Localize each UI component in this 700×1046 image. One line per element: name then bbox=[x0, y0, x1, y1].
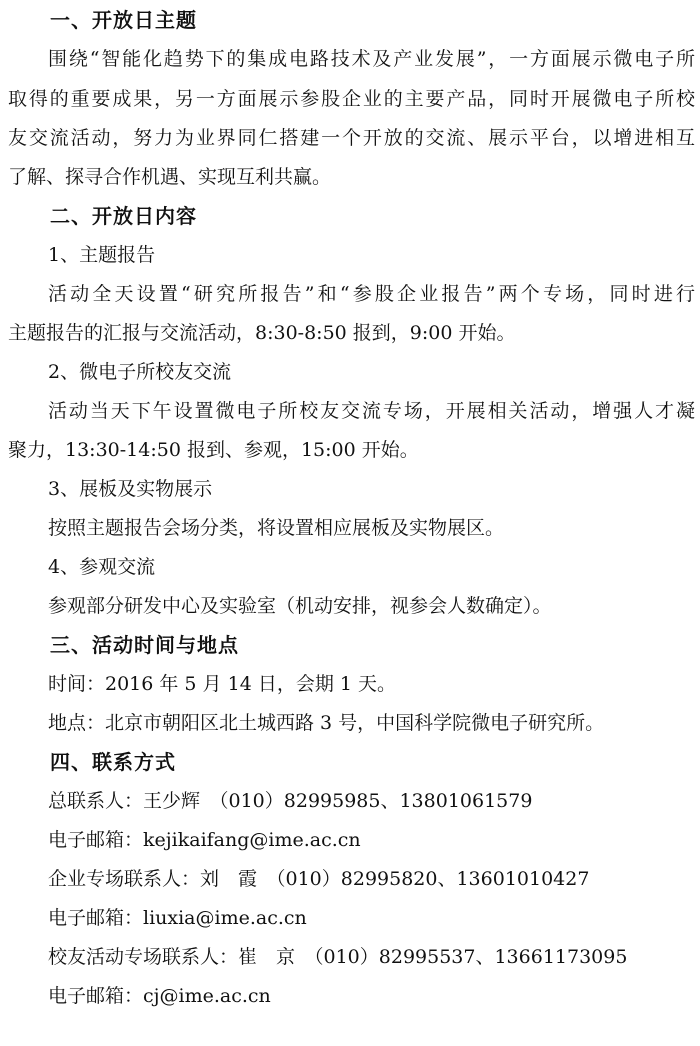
email-line: 电子邮箱：cj@ime.ac.cn bbox=[48, 985, 271, 1007]
item-4-text-line: 参观部分研发中心及实验室（机动安排，视参会人数确定）。 bbox=[48, 595, 552, 617]
event-time-line: 时间：2016 年 5 月 14 日，会期 1 天。 bbox=[48, 673, 396, 695]
item-2-text-line: 聚力，13:30-14:50 报到、参观，15:00 开始。 bbox=[8, 439, 419, 461]
item-2-title: 2、微电子所校友交流 bbox=[48, 361, 232, 383]
item-1-text-line: 主题报告的汇报与交流活动，8:30-8:50 报到，9:00 开始。 bbox=[8, 322, 516, 344]
item-4-title: 4、参观交流 bbox=[48, 556, 156, 578]
contact-line: 校友活动专场联系人：崔 京 （010）82995537、13661173095 bbox=[48, 946, 628, 968]
contact-line: 企业专场联系人：刘 霞 （010）82995820、13601010427 bbox=[48, 868, 590, 890]
email-line: 电子邮箱：kejikaifang@ime.ac.cn bbox=[48, 829, 361, 851]
section-1-heading: 一、开放日主题 bbox=[50, 8, 197, 32]
item-1-title: 1、主题报告 bbox=[48, 244, 156, 266]
section-4-heading: 四、联系方式 bbox=[50, 750, 176, 774]
section-1-paragraph-line: 取得的重要成果，另一方面展示参股企业的主要产品，同时开展微电子所校 bbox=[8, 88, 695, 110]
section-1-paragraph-line: 了解、探寻合作机遇、实现互利共赢。 bbox=[8, 166, 332, 188]
item-3-text-line: 按照主题报告会场分类，将设置相应展板及实物展区。 bbox=[48, 517, 505, 539]
section-2-heading: 二、开放日内容 bbox=[50, 204, 197, 228]
section-1-paragraph-line: 友交流活动，努力为业界同仁搭建一个开放的交流、展示平台，以增进相互 bbox=[8, 127, 695, 149]
event-place-line: 地点：北京市朝阳区北土城西路 3 号，中国科学院微电子研究所。 bbox=[48, 712, 605, 734]
item-3-title: 3、展板及实物展示 bbox=[48, 478, 213, 500]
item-2-text-line: 活动当天下午设置微电子所校友交流专场，开展相关活动，增强人才凝 bbox=[48, 400, 695, 422]
section-1-paragraph-line: 围绕“智能化趋势下的集成电路技术及产业发展”，一方面展示微电子所 bbox=[48, 48, 695, 70]
contact-line: 总联系人：王少辉 （010）82995985、13801061579 bbox=[48, 790, 533, 812]
section-3-heading: 三、活动时间与地点 bbox=[50, 633, 239, 657]
item-1-text-line: 活动全天设置“研究所报告”和“参股企业报告”两个专场，同时进行 bbox=[48, 283, 695, 305]
email-line: 电子邮箱：liuxia@ime.ac.cn bbox=[48, 907, 307, 929]
